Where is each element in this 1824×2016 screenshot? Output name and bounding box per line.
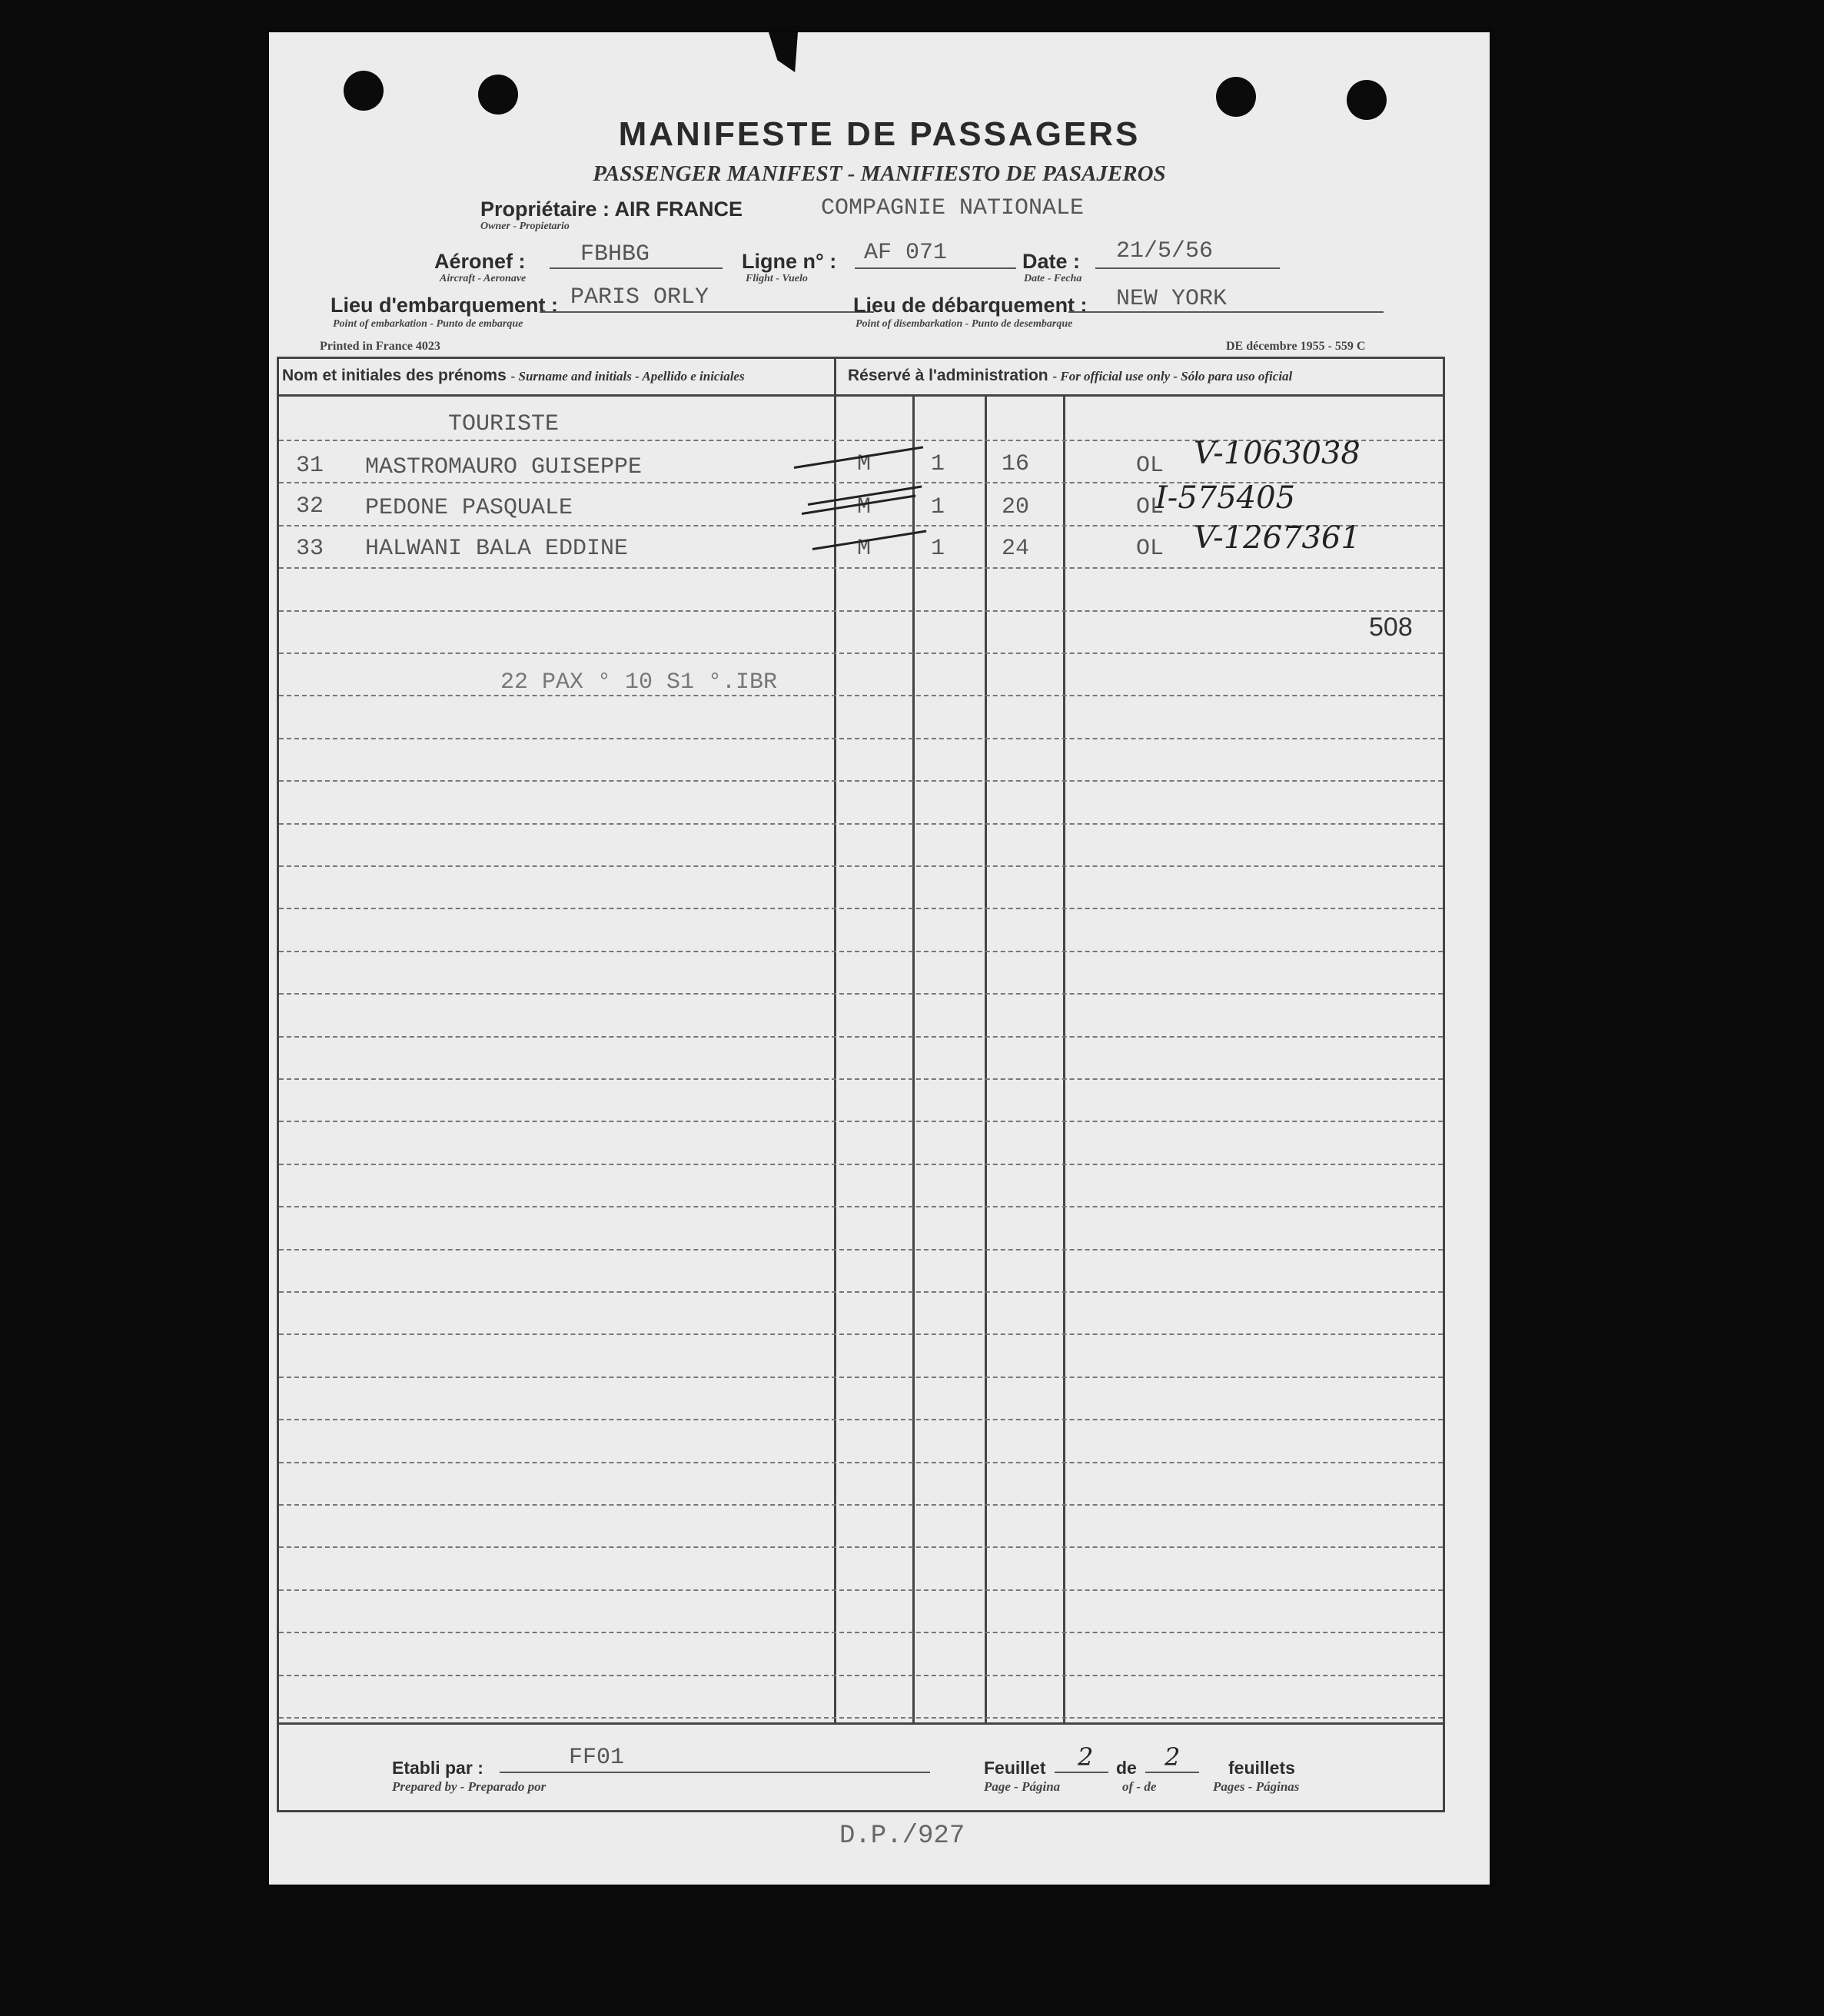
- ruled-line: [279, 1164, 1443, 1165]
- row-number: 33: [296, 536, 324, 562]
- ruled-line: [279, 1249, 1443, 1250]
- name-column-header: [282, 367, 745, 385]
- ruled-line: [279, 1546, 1443, 1548]
- form-subtitle: PASSENGER MANIFEST - MANIFIESTO DE PASAJEROS: [593, 161, 1166, 186]
- admin-header-label: Réservé à l'administration: [848, 367, 1048, 384]
- embark-value: PARIS ORLY: [570, 284, 709, 311]
- column-divider: [985, 394, 987, 1722]
- ruled-line: [279, 993, 1443, 995]
- passenger-name: PEDONE PASQUALE: [365, 495, 573, 521]
- passenger-reference: I-575405: [1155, 480, 1296, 516]
- paper-tear: [769, 32, 798, 72]
- row-number: 32: [296, 493, 324, 520]
- passenger-age: 16: [1002, 451, 1030, 477]
- passenger-sex: M: [857, 451, 872, 477]
- flight-label: Ligne n° :: [742, 250, 837, 273]
- passenger-reference: V-1063038: [1194, 436, 1361, 471]
- ruled-line: [279, 1377, 1443, 1378]
- punch-hole: [1347, 80, 1387, 120]
- passenger-name: HALWANI BALA EDDINE: [365, 536, 629, 562]
- page-total: 2: [1165, 1742, 1181, 1772]
- passenger-reference: V-1267361: [1194, 520, 1361, 556]
- passenger-code: OL: [1136, 536, 1165, 562]
- passenger-summary: 22 PAX ° 10 S1 °.IBR: [500, 669, 778, 696]
- date-label: Date :: [1022, 250, 1081, 273]
- ruled-line: [279, 908, 1443, 909]
- ruled-line: [279, 695, 1443, 696]
- column-divider: [834, 359, 836, 1722]
- ruled-line: [279, 1078, 1443, 1080]
- of-sublabel: of - de: [1122, 1779, 1157, 1794]
- ruled-line: [279, 1675, 1443, 1676]
- ruled-line: [279, 610, 1443, 612]
- column-divider: [912, 394, 915, 1722]
- total-number: 508: [1369, 613, 1413, 642]
- admin-header-sublabel: - For official use only - Sólo para uso oficial: [1052, 369, 1293, 384]
- ruled-line: [279, 1333, 1443, 1335]
- embark-label: Lieu d'embarquement :: [331, 294, 558, 317]
- row-number: 31: [296, 453, 324, 479]
- page-number: 2: [1078, 1742, 1094, 1772]
- name-header-label: Nom et initiales des prénoms: [282, 367, 507, 384]
- ruled-line: [279, 1206, 1443, 1207]
- punch-hole: [478, 75, 518, 115]
- passenger-name: MASTROMAURO GUISEPPE: [365, 454, 643, 480]
- table-footer-divider: [279, 1722, 1443, 1725]
- ruled-line: [279, 951, 1443, 952]
- punch-hole: [344, 71, 384, 111]
- date-value: 21/5/56: [1116, 238, 1214, 264]
- printed-note: Printed in France 4023: [320, 340, 440, 353]
- date-sublabel: Date - Fecha: [1024, 273, 1082, 284]
- name-header-sublabel: - Surname and initials - Apellido e iniciales: [510, 369, 745, 384]
- passenger-sex: M: [857, 494, 872, 520]
- ruled-line: [279, 1291, 1443, 1293]
- aircraft-sublabel: Aircraft - Aeronave: [440, 273, 527, 284]
- passenger-mark: 1: [931, 494, 945, 520]
- punch-hole: [1216, 77, 1256, 117]
- disembark-label: Lieu de débarquement :: [853, 294, 1088, 317]
- form-code: DE décembre 1955 - 559 C: [1226, 340, 1366, 353]
- ruled-line: [279, 1717, 1443, 1719]
- page-sublabel: Page - Página: [984, 1779, 1061, 1794]
- ruled-line: [279, 653, 1443, 654]
- document-reference: D.P./927: [839, 1822, 965, 1851]
- passenger-table: [277, 357, 1445, 1812]
- ruled-line: [279, 1462, 1443, 1463]
- admin-column-header: [848, 367, 1292, 385]
- flight-value: AF 071: [864, 240, 948, 266]
- pages-sublabel: Pages - Páginas: [1213, 1779, 1300, 1794]
- passenger-code: OL: [1136, 453, 1165, 479]
- ruled-line: [279, 738, 1443, 739]
- pages-label: feuillets: [1228, 1758, 1295, 1778]
- ruled-line: [279, 567, 1443, 569]
- ruled-line: [279, 823, 1443, 825]
- passenger-code: OL: [1136, 494, 1165, 520]
- disembark-sublabel: Point of disembarkation - Punto de desembarque: [856, 318, 1073, 330]
- class-section-label: TOURISTE: [448, 411, 560, 437]
- passenger-age: 24: [1002, 536, 1030, 562]
- ruled-line: [279, 1632, 1443, 1633]
- disembark-value: NEW YORK: [1116, 286, 1228, 312]
- of-label: de: [1116, 1758, 1137, 1778]
- owner-value: COMPAGNIE NATIONALE: [821, 195, 1085, 221]
- form-title: MANIFESTE DE PASSAGERS: [618, 115, 1141, 153]
- aircraft-label: Aéronef :: [434, 250, 526, 273]
- passenger-sex: M: [857, 536, 872, 562]
- embark-sublabel: Point of embarkation - Punto de embarque: [333, 318, 523, 330]
- ruled-line: [279, 1036, 1443, 1038]
- ruled-line: [279, 780, 1443, 782]
- passenger-age: 20: [1002, 494, 1030, 520]
- ruled-line: [279, 1121, 1443, 1122]
- aircraft-value: FBHBG: [580, 241, 650, 267]
- ruled-line: [279, 1504, 1443, 1506]
- ruled-line: [279, 1589, 1443, 1591]
- owner-label: Propriétaire : AIR FRANCE: [480, 198, 743, 221]
- manifest-sheet: [269, 32, 1490, 1885]
- flight-sublabel: Flight - Vuelo: [746, 273, 808, 284]
- passenger-mark: 1: [931, 451, 945, 477]
- prepared-label: Etabli par :: [392, 1758, 483, 1778]
- prepared-sublabel: Prepared by - Preparado por: [392, 1779, 547, 1794]
- column-divider: [1063, 394, 1065, 1722]
- ruled-line: [279, 865, 1443, 867]
- ruled-line: [279, 1419, 1443, 1420]
- passenger-mark: 1: [931, 536, 945, 562]
- prepared-value: FF01: [569, 1745, 625, 1771]
- owner-sublabel: Owner - Propietario: [480, 221, 570, 232]
- page-label: Feuillet: [984, 1758, 1046, 1778]
